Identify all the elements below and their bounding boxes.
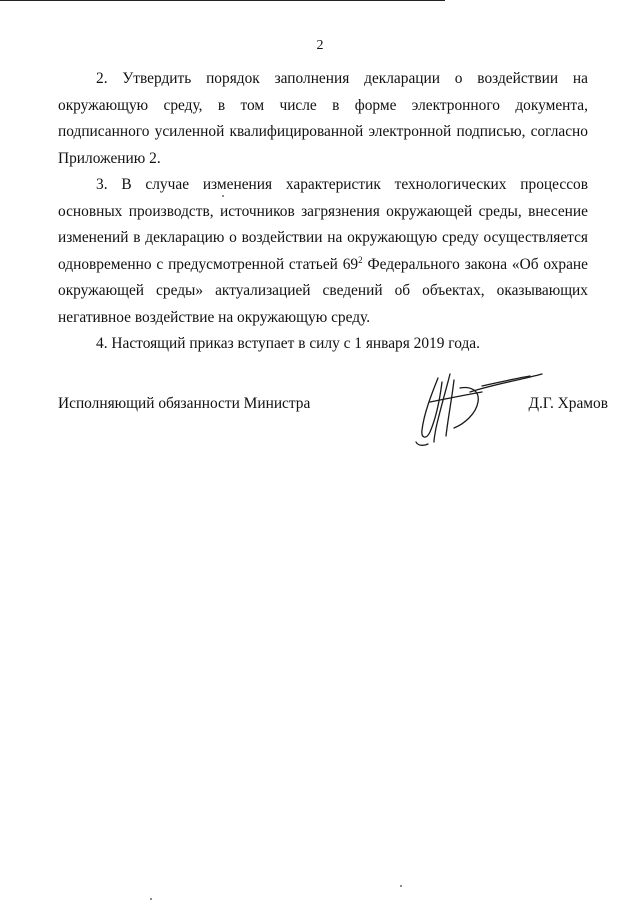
signatory-name: Д.Г. Храмов [528, 395, 608, 412]
scan-speck [222, 195, 224, 197]
paragraph-3-text-start: 3. В случае изменения характеристик технологических процессов основных производств, источников загрязнения окружающей среды, внесение изменений в декларацию о воздействии на окружающую среду осуществляется одновременно с предусмотренной статьей 69 [58, 176, 588, 273]
article-superscript: 2 [358, 254, 363, 265]
paragraph-3 [58, 172, 588, 331]
paragraph-3-text-end: Федерального закона «Об охране окружающей среды» актуализацией сведений об объектах, оказывающих негативное воздействие на окружающую среду. [58, 255, 588, 326]
paragraph-4: 4. Настоящий приказ вступает в силу с 1 января 2019 года. [96, 335, 480, 352]
document-body [58, 66, 588, 358]
page-number: 2 [316, 38, 324, 53]
scan-speck [400, 885, 402, 887]
paragraph-2: 2. Утвердить порядок заполнения декларации о воздействии на окружающую среду, в том числе в форме электронного документа, подписанного усиленной квалифицированной электронной подписью, согласно Приложению 2. [58, 70, 588, 167]
top-edge-rule [0, 0, 445, 1]
signatory-title: Исполняющий обязанности Министра [58, 395, 311, 412]
handwritten-signature-icon [410, 368, 550, 448]
scan-speck [150, 898, 152, 900]
